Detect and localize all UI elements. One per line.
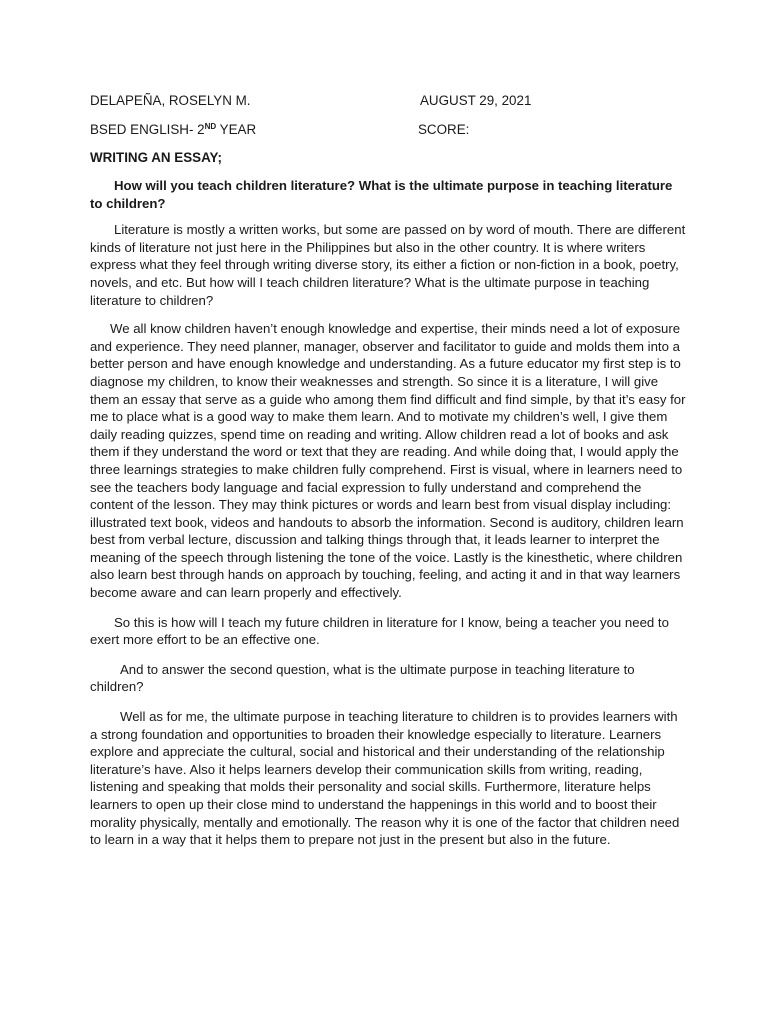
essay-date: AUGUST 29, 2021	[420, 93, 532, 108]
paragraph-1: Literature is mostly a written works, but some are passed on by word of mouth. There are different kinds of literature not just here in the Philippines but also in the other country. It is where writers express what they feel through writing diverse story, its either a fiction or non-fiction in a book, poetry, novels, and etc. But how will I teach children literature? What is the ultimate purpose in teaching literature to children?	[90, 222, 686, 308]
essay-body	[90, 177, 686, 849]
essay-heading: WRITING AN ESSAY;	[90, 150, 222, 165]
course-year	[90, 122, 256, 137]
course-ordinal-suffix: ND	[204, 122, 217, 131]
course-suffix: YEAR	[216, 122, 257, 137]
paragraph-4: And to answer the second question, what is the ultimate purpose in teaching literature to children?	[90, 661, 635, 695]
paragraph-5: Well as for me, the ultimate purpose in teaching literature to children is to provides learners with a strong foundation and opportunities to broaden their knowledge especially to literature. Learners explore and appreciate the cultural, social and historical and their understanding of the relationship literature’s have. Also it helps learners develop their communication skills from writing, reading, listening and speaking that molds their personality and social skills. Furthermore, literature helps learners to open up their close mind to understand the happenings in this world and to boost their morality physically, mentally and emotionally. The reason why it is one of the factor that children need to learn in a way that it helps them to prepare not just in the present but also in the future.	[90, 709, 680, 848]
paragraph-2: We all know children haven’t enough knowledge and expertise, their minds need a lot of exposure and experience. They need planner, manager, observer and facilitator to guide and molds them into a better person and have enough knowledge and understanding. As a future educator my first step is to diagnose my children, to know their weaknesses and strength. So since it is a literature, I will give them an essay that serve as a guide who among them find difficult and find simple, by that it’s easy for me to place what is a good way to make them learn. And to motivate my children’s well, I give them daily reading quizzes, spend time on reading and writing. Allow children read a lot of books and ask them if they understand the word or text that they are reading. And while doing that, I would apply the three learnings strategies to make children fully comprehend. First is visual, where in learners need to see the teachers body language and facial expression to fully understand and comprehend the content of the lesson. They may think pictures or words and learn best from visual display including: illustrated text book, videos and handouts to absorb the information. Second is auditory, children learn best from verbal lecture, discussion and talking things through that, it leads learner to interpret the meaning of the speech through listening the tone of the voice. Lastly is the kinesthetic, where children also learn best through hands on approach by touching, feeling, and acting it and in that way learners become aware and can learn properly and effectively.	[90, 321, 686, 601]
essay-question: How will you teach children literature? What is the ultimate purpose in teaching literature to children?	[90, 178, 673, 211]
course-prefix: BSED ENGLISH- 2	[90, 122, 205, 137]
score-label: SCORE:	[418, 122, 470, 137]
student-name: DELAPEÑA, ROSELYN M.	[90, 93, 251, 108]
paragraph-3: So this is how will I teach my future children in literature for I know, being a teacher you need to exert more effort to be an effective one.	[90, 614, 669, 648]
